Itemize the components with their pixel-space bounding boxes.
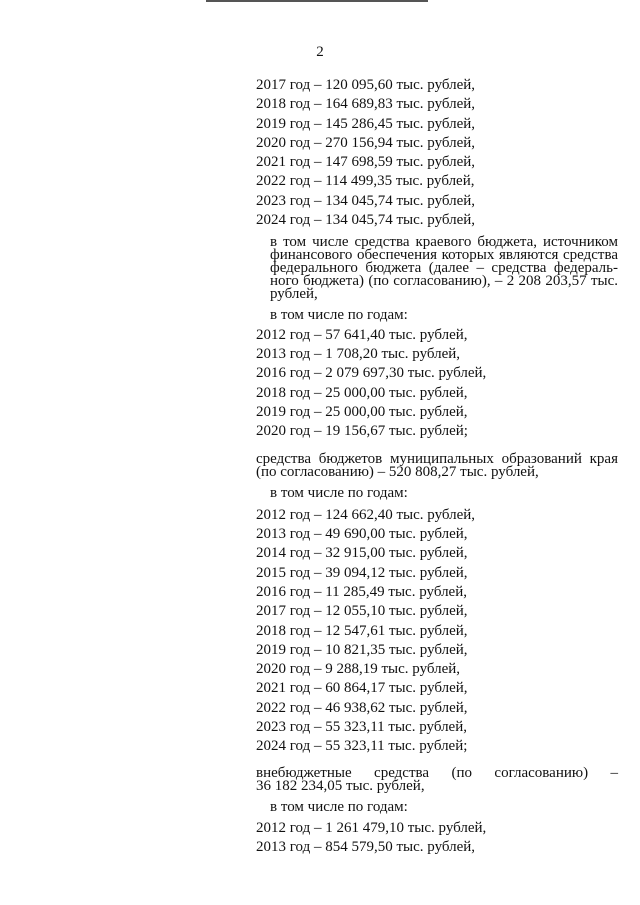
list-item: 2021 год – 60 864,17 тыс. рублей, <box>256 680 468 697</box>
document-body <box>256 76 618 858</box>
list-item: 2020 год – 270 156,94 тыс. рублей, <box>256 134 476 151</box>
list-item: 2012 год – 1 261 479,10 тыс. рублей, <box>256 819 487 836</box>
federal-by-years-label: в том числе по годам: <box>270 307 408 324</box>
municipal-budget-paragraph <box>256 453 618 479</box>
list-item: 2016 год – 11 285,49 тыс. рублей, <box>256 583 467 600</box>
list-item: 2013 год – 854 579,50 тыс. рублей, <box>256 839 476 856</box>
list-item: 2022 год – 114 499,35 тыс. рублей, <box>256 173 475 190</box>
list-item: 2013 год – 1 708,20 тыс. рублей, <box>256 345 461 362</box>
federal-years-list <box>256 326 618 442</box>
list-item: 2023 год – 55 323,11 тыс. рублей, <box>256 719 467 736</box>
list-item: 2013 год – 49 690,00 тыс. рублей, <box>256 526 468 543</box>
paragraph-line: внебюджетные средства (по согласованию) – <box>256 764 618 781</box>
paragraph-line: (по согласованию) – 520 808,27 тыс. рублей, <box>256 464 539 481</box>
list-item: 2014 год – 32 915,00 тыс. рублей, <box>256 545 468 562</box>
paragraph-line: федерального бюджета (далее – средства федераль- <box>270 260 618 277</box>
list-item: 2019 год – 145 286,45 тыс. рублей, <box>256 115 476 132</box>
list-item: 2018 год – 25 000,00 тыс. рублей, <box>256 384 468 401</box>
list-item: 2019 год – 10 821,35 тыс. рублей, <box>256 641 468 658</box>
paragraph-line: рублей, <box>270 286 318 303</box>
list-item: 2022 год – 46 938,62 тыс. рублей, <box>256 699 468 716</box>
top-edge-mark <box>206 0 428 2</box>
paragraph-line: в том числе средства краевого бюджета, источником <box>270 234 618 251</box>
group1-list <box>256 76 618 230</box>
federal-budget-paragraph <box>256 236 618 301</box>
page-number: 2 <box>316 44 324 60</box>
paragraph-line: 36 182 234,05 тыс. рублей, <box>256 777 425 794</box>
list-item: 2020 год – 9 288,19 тыс. рублей, <box>256 661 461 678</box>
list-item: 2024 год – 134 045,74 тыс. рублей, <box>256 212 476 229</box>
list-item: 2019 год – 25 000,00 тыс. рублей, <box>256 403 468 420</box>
extrabudget-paragraph <box>256 764 618 794</box>
municipal-years-list <box>256 506 618 757</box>
extrabudget-years-list <box>256 819 618 858</box>
list-item: 2012 год – 124 662,40 тыс. рублей, <box>256 506 476 523</box>
list-item: 2024 год – 55 323,11 тыс. рублей; <box>256 738 468 755</box>
municipal-by-years-label: в том числе по годам: <box>270 485 408 502</box>
paragraph-line: средства бюджетов муниципальных образований края <box>256 451 618 468</box>
list-item: 2018 год – 164 689,83 тыс. рублей, <box>256 96 476 113</box>
list-item: 2023 год – 134 045,74 тыс. рублей, <box>256 192 476 209</box>
list-item: 2017 год – 120 095,60 тыс. рублей, <box>256 77 476 93</box>
list-item: 2012 год – 57 641,40 тыс. рублей, <box>256 326 468 343</box>
list-item: 2016 год – 2 079 697,30 тыс. рублей, <box>256 365 487 382</box>
list-item: 2017 год – 12 055,10 тыс. рублей, <box>256 603 468 620</box>
extrabudget-by-years-label: в том числе по годам: <box>270 798 408 815</box>
paragraph-line: финансового обеспечения которых являются средства <box>270 247 618 264</box>
list-item: 2020 год – 19 156,67 тыс. рублей; <box>256 423 468 440</box>
list-item: 2018 год – 12 547,61 тыс. рублей, <box>256 622 468 639</box>
list-item: 2015 год – 39 094,12 тыс. рублей, <box>256 564 468 581</box>
list-item: 2021 год – 147 698,59 тыс. рублей, <box>256 154 476 171</box>
paragraph-line: ного бюджета) (по согласованию), – 2 208 203,57 тыс. <box>270 273 618 290</box>
